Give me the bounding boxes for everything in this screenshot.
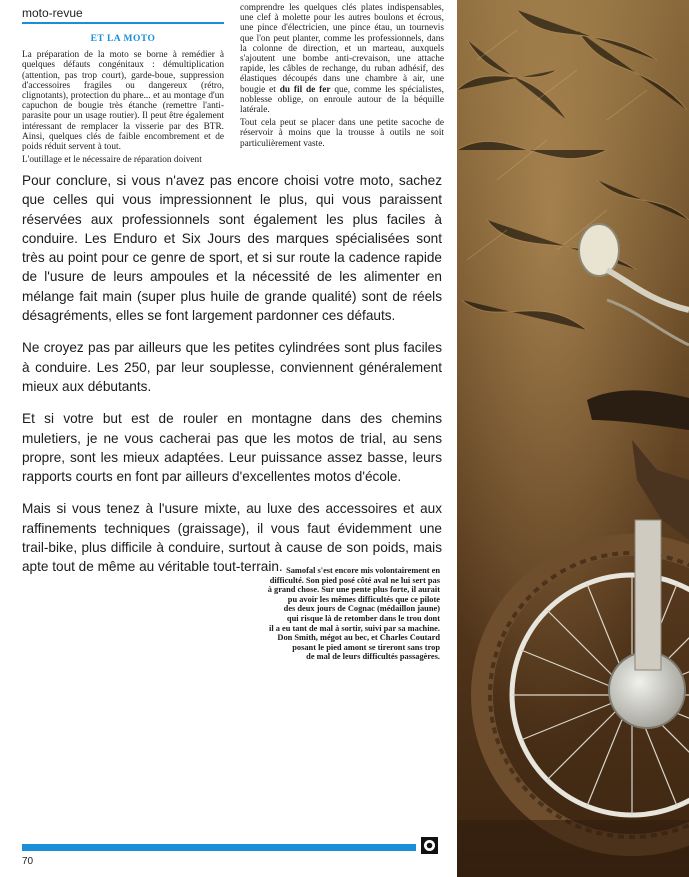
- magazine-logo-icon: [421, 837, 438, 854]
- article-body: [22, 171, 442, 590]
- caption-line: à grand chose. Sur une pente plus forte, il aurait: [267, 585, 440, 595]
- magazine-name: moto-revue: [22, 6, 83, 20]
- caption-line: de mal de leurs difficultés passagères.: [306, 652, 440, 662]
- sidebar-left: [22, 34, 224, 168]
- caption-line: des deux jours de Cognac (médaillon jaune): [283, 604, 440, 614]
- sidebar-title: ET LA MOTO: [90, 34, 156, 44]
- body-paragraph: Ne croyez pas par ailleurs que les petites cylindrées sont plus faciles à conduire. Les 250, par leur souplesse, conviennent généralement mieux aux débutants.: [22, 340, 442, 394]
- page-number: 70: [22, 856, 34, 867]
- body-paragraph: Pour conclure, si vous n'avez pas encore choisi votre moto, sachez que celles qui vous impressionnent le plus, qui vous paraissent réservées aux professionnels sont également les plus faciles à conduire. Les Enduro et Six Jours des marques spécialisées sont très au point pour ce genre de sport, et si sur route la cadence rapide de l'usure de leurs ampoules et la nécessité de les alimenter en mélange fait main (super plus huile de grande qualité) sont de réels désagréments, elles se font largement pardonner ces défauts.: [22, 173, 442, 324]
- caption-line: qui risque là de retomber dans le trou dont: [286, 613, 440, 623]
- caption-line: pu avoir les mêmes difficultés que ce pilote: [287, 594, 440, 604]
- caption-line: Don Smith, mégot au bec, et Charles Coutard: [277, 633, 440, 643]
- caption-line: Samofal s'est encore mis volontairement en: [286, 566, 440, 575]
- body-paragraph: Et si votre but est de rouler en montagne dans des chemins muletiers, je ne vous cacherai pas que les motos de trial, au sens propre, sont les mieux adaptées. Leur puissance assez basse, leurs rapports courts en font par ailleurs d'excellentes motos d'école.: [22, 411, 442, 485]
- handlebar-mirror: [579, 224, 619, 276]
- sidebar-right: [240, 3, 444, 152]
- sidebar-paragraph: [240, 3, 444, 115]
- photo-caption: [258, 566, 440, 662]
- caption-line: il a eu tant de mal à sortir, suivi par sa machine.: [269, 623, 440, 633]
- footer-rule: [22, 844, 416, 851]
- header-rule: [22, 22, 224, 24]
- caption-line: posant le pied amont se tireront sans trop: [292, 642, 440, 652]
- sidebar-text: que, comme les spécialistes, noblesse oblige, on enroule autour de la béquille latérale.: [240, 84, 444, 116]
- sidebar-bold-text: du fil de fer: [279, 84, 331, 95]
- caption-line: difficulté. Son pied posé côté aval ne lui sert pas: [269, 575, 440, 585]
- sidebar-paragraph: L'outillage et le nécessaire de réparation doivent: [22, 155, 202, 166]
- photo: [457, 0, 689, 877]
- body-paragraph: Mais si vous tenez à l'usure mixte, au luxe des accessoires et aux raffinements techniques (graissage), il vous faut évidemment une trail-bike, plus difficile à conduire, surtout à cause de son poids, mais apte tout de même au véritable tout-terrain.: [22, 501, 442, 575]
- motorcycle-photo: [457, 0, 689, 877]
- sidebar-paragraph: La préparation de la moto se borne à remédier à quelques défauts congénitaux : démultiplication (attention, pas trop court), garde-boue, suppression d'accessoires fragiles ou dangereux (rétro, clignotants), protection du phare... et au montage d'un capuchon de bougie très étanche (remettre l'anti-parasite pour un usage routier). Il peut être également intéressant de remplacer la visserie par des BTR. Ainsi, quelques clés de faible encombrement et de poids réduit servent à tout.: [22, 50, 224, 153]
- sidebar-paragraph: Tout cela peut se placer dans une petite sacoche de réservoir à moins que la trousse à outils ne soit particulièrement vaste.: [240, 118, 444, 149]
- sidebar-text: comprendre les quelques clés plates indispensables, une clef à molette pour les autres boulons et écrous, une pince d'électricien, une pince étau, un tournevis que l'on peut planter, comme les professionnels, dans la colonne de direction, et un marteau, auxquels s'ajoutent une bombe anti-crevaison, une attache rapide, les câbles de rechange, du ruban adhésif, des élastiques découpés dans une chambre à air, une bougie et: [240, 3, 444, 95]
